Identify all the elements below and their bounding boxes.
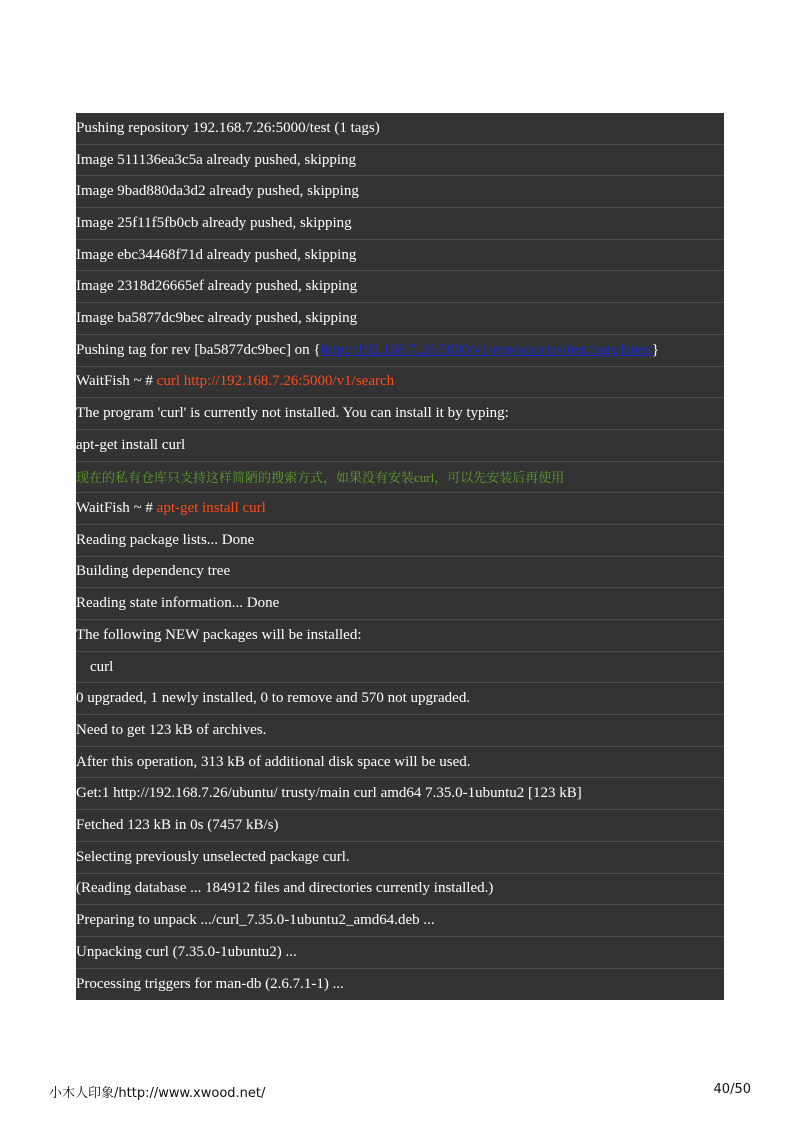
- command-line: [76, 367, 724, 399]
- line-text: Image ba5877dc9bec already pushed, skipping: [76, 309, 358, 326]
- output-line: [76, 969, 724, 1001]
- output-line: [76, 747, 724, 779]
- output-line: [76, 588, 724, 620]
- line-text: Selecting previously unselected package curl.: [76, 848, 350, 865]
- line-text: After this operation, 313 kB of additional disk space will be used.: [76, 753, 471, 770]
- line-text: Pushing tag for rev [ba5877dc9bec] on {: [76, 341, 321, 358]
- output-line: [76, 208, 724, 240]
- registry-tag-link[interactable]: http://192.168.7.26:5000/v1/repositories/test/tags/latest: [320, 341, 652, 358]
- output-line: [76, 905, 724, 937]
- footer-source: 小木人印象/http://www.xwood.net/: [49, 1086, 266, 1101]
- line-text: Image 511136ea3c5a already pushed, skipping: [76, 151, 357, 168]
- line-text: Need to get 123 kB of archives.: [76, 721, 267, 738]
- line-text: (Reading database ... 184912 files and directories currently installed.): [76, 880, 494, 897]
- command-text: apt-get install curl: [156, 500, 266, 517]
- output-line: [76, 937, 724, 969]
- line-text: }: [651, 341, 660, 358]
- line-text: The program 'curl' is currently not installed. You can install it by typing:: [76, 405, 509, 422]
- output-line: [76, 176, 724, 208]
- line-text: The following NEW packages will be installed:: [76, 626, 362, 643]
- line-text: 0 upgraded, 1 newly installed, 0 to remove and 570 not upgraded.: [76, 690, 471, 707]
- output-line: [76, 240, 724, 272]
- line-text: Reading state information... Done: [76, 595, 280, 612]
- line-text: Building dependency tree: [76, 563, 231, 580]
- shell-prompt: WaitFish ~ #: [76, 500, 157, 517]
- shell-prompt: WaitFish ~ #: [76, 373, 157, 390]
- line-text: Processing triggers for man-db (2.6.7.1-1) ...: [76, 975, 344, 992]
- output-line: [76, 810, 724, 842]
- line-text: Image 25f11f5fb0cb already pushed, skipping: [76, 214, 352, 231]
- line-text: Fetched 123 kB in 0s (7457 kB/s): [76, 816, 279, 833]
- output-line: [76, 335, 724, 367]
- output-line: [76, 303, 724, 335]
- line-text: Unpacking curl (7.35.0-1ubuntu2) ...: [76, 943, 297, 960]
- output-line: [76, 398, 724, 430]
- line-text: Pushing repository 192.168.7.26:5000/test (1 tags): [76, 119, 380, 136]
- line-text: Preparing to unpack .../curl_7.35.0-1ubuntu2_amd64.deb ...: [76, 912, 435, 929]
- annotation-note: 现在的私有仓库只支持这样简陋的搜索方式，如果没有安装curl，可以先安装后再使用: [76, 470, 565, 486]
- output-line: [76, 430, 724, 462]
- command-line: [76, 493, 724, 525]
- output-line: [76, 683, 724, 715]
- output-line: [76, 620, 724, 652]
- line-text: Image ebc34468f71d already pushed, skipping: [76, 246, 357, 263]
- output-line: [76, 842, 724, 874]
- line-text: Image 9bad880da3d2 already pushed, skipping: [76, 183, 359, 200]
- output-line: [76, 874, 724, 906]
- output-line: [76, 652, 724, 684]
- line-text: Image 2318d26665ef already pushed, skipping: [76, 278, 358, 295]
- output-line: [76, 271, 724, 303]
- terminal-output: [76, 113, 724, 1000]
- command-text: curl http://192.168.7.26:5000/v1/search: [156, 373, 395, 390]
- output-line: [76, 715, 724, 747]
- line-text: curl: [90, 658, 114, 675]
- annotation-line: [76, 462, 724, 494]
- output-line: [76, 525, 724, 557]
- line-text: Reading package lists... Done: [76, 531, 255, 548]
- line-text: apt-get install curl: [76, 436, 186, 453]
- output-line: [76, 557, 724, 589]
- page-number: 40/50: [713, 1082, 751, 1097]
- output-line: [76, 145, 724, 177]
- output-line: [76, 113, 724, 145]
- output-line: [76, 778, 724, 810]
- line-text: Get:1 http://192.168.7.26/ubuntu/ trusty/main curl amd64 7.35.0-1ubuntu2 [123 kB]: [76, 785, 582, 802]
